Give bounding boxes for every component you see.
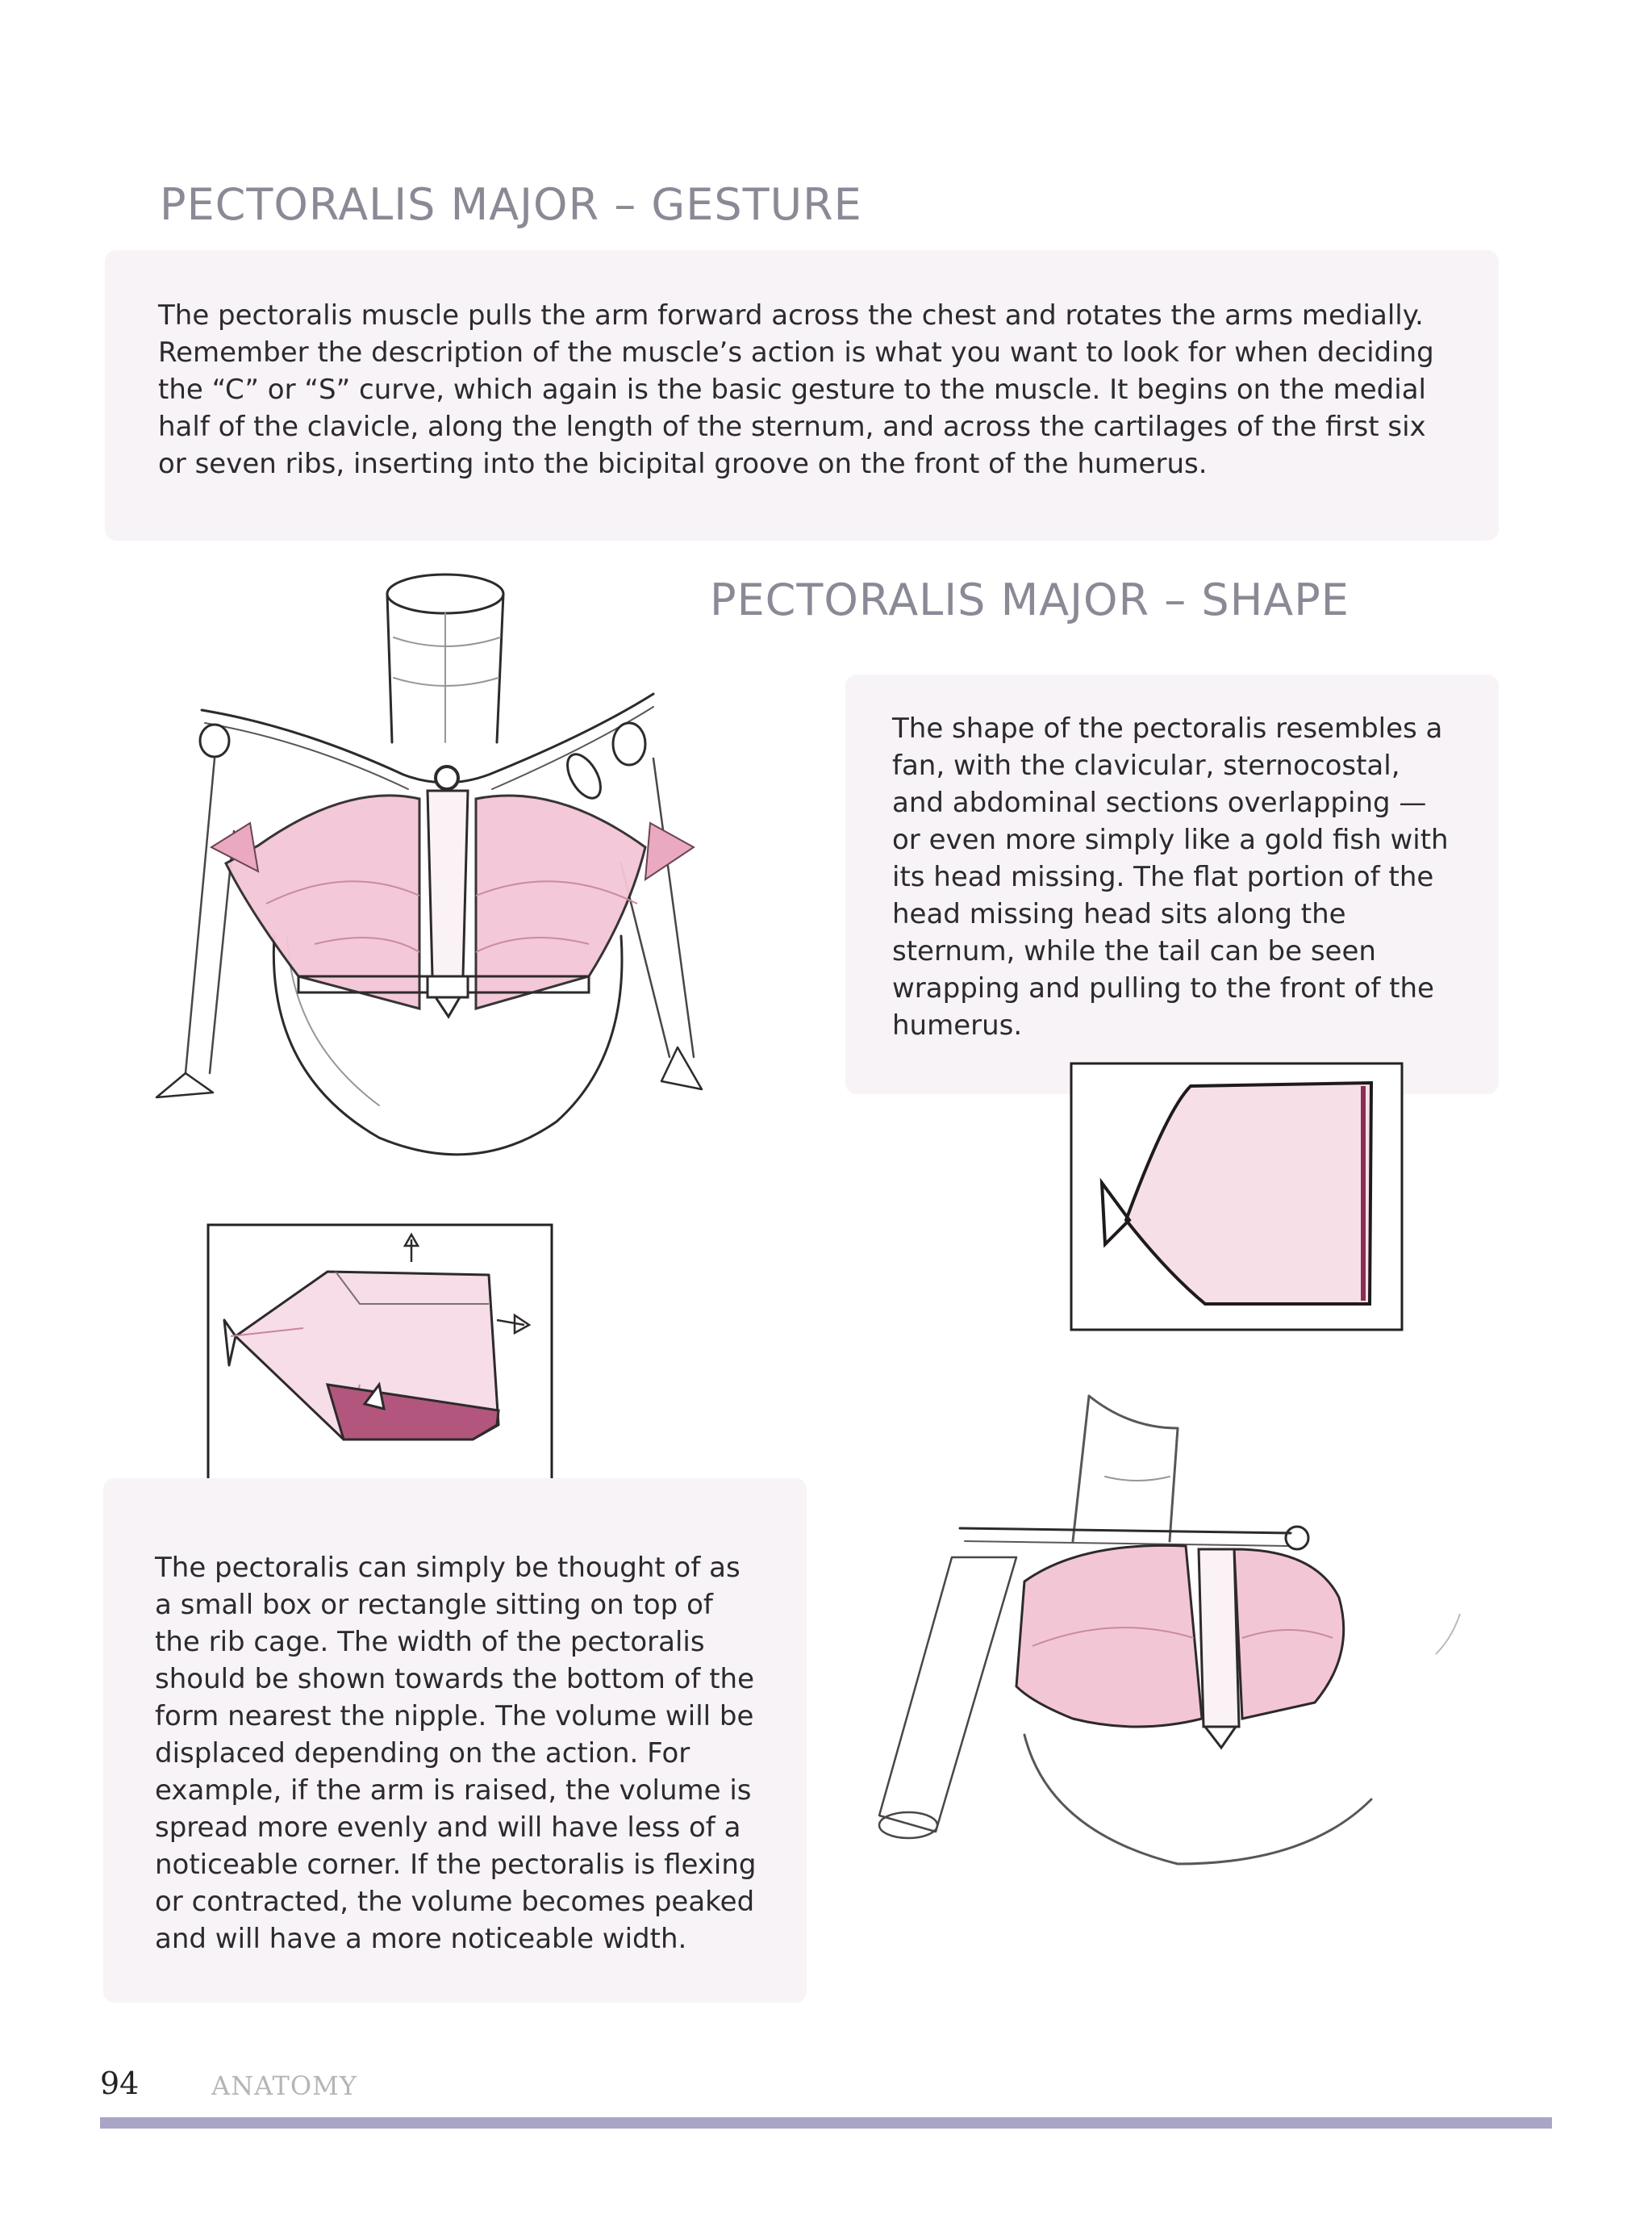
box-paragraph: The pectoralis can simply be thought of as a small box or rectangle sitting on top of the rib cage. The width of the pectoralis should be shown towards the bottom of the form nearest the nipple. The volume will be displaced depending on the action. For example, if the arm is raised, the volume is spread more evenly and will have less of a noticeable corner. If the pectoralis is flexing or contracted, the volume becomes peaked and will have a more noticeable width. [155, 1552, 757, 1955]
running-footer-label: ANATOMY [211, 2070, 357, 2101]
front-torso-sketch [137, 557, 750, 1186]
shape-paragraph: The shape of the pectoralis resembles a fan, with the clavicular, sternocostal, and abdominal sections overlapping — or even more simply like a gold fish with its head missing. The flat portion of the head missing head sits along the sternum, while the tail can be seen wrapping and pulling to the front of the humerus. [892, 712, 1449, 1042]
gesture-heading: PECTORALIS MAJOR – GESTURE [160, 179, 862, 230]
fish-shape-diagram [1070, 1062, 1404, 1331]
page-number: 94 [100, 2066, 140, 2101]
three-quarter-torso-sketch [839, 1380, 1500, 1880]
gesture-paragraph: The pectoralis muscle pulls the arm forward across the chest and rotates the arms medially. Remember the description of the muscle’s action is what you want to look for when deciding the “C” or “S” curve, which again is the basic gesture to the muscle. It begins on the medial half of the clavicle, along the length of the sternum, and across the cartilages of the first six or seven ribs, inserting into the bicipital groove on the front of the humerus. [158, 299, 1434, 480]
footer-rule [100, 2117, 1552, 2129]
shape-heading: PECTORALIS MAJOR – SHAPE [710, 575, 1350, 625]
